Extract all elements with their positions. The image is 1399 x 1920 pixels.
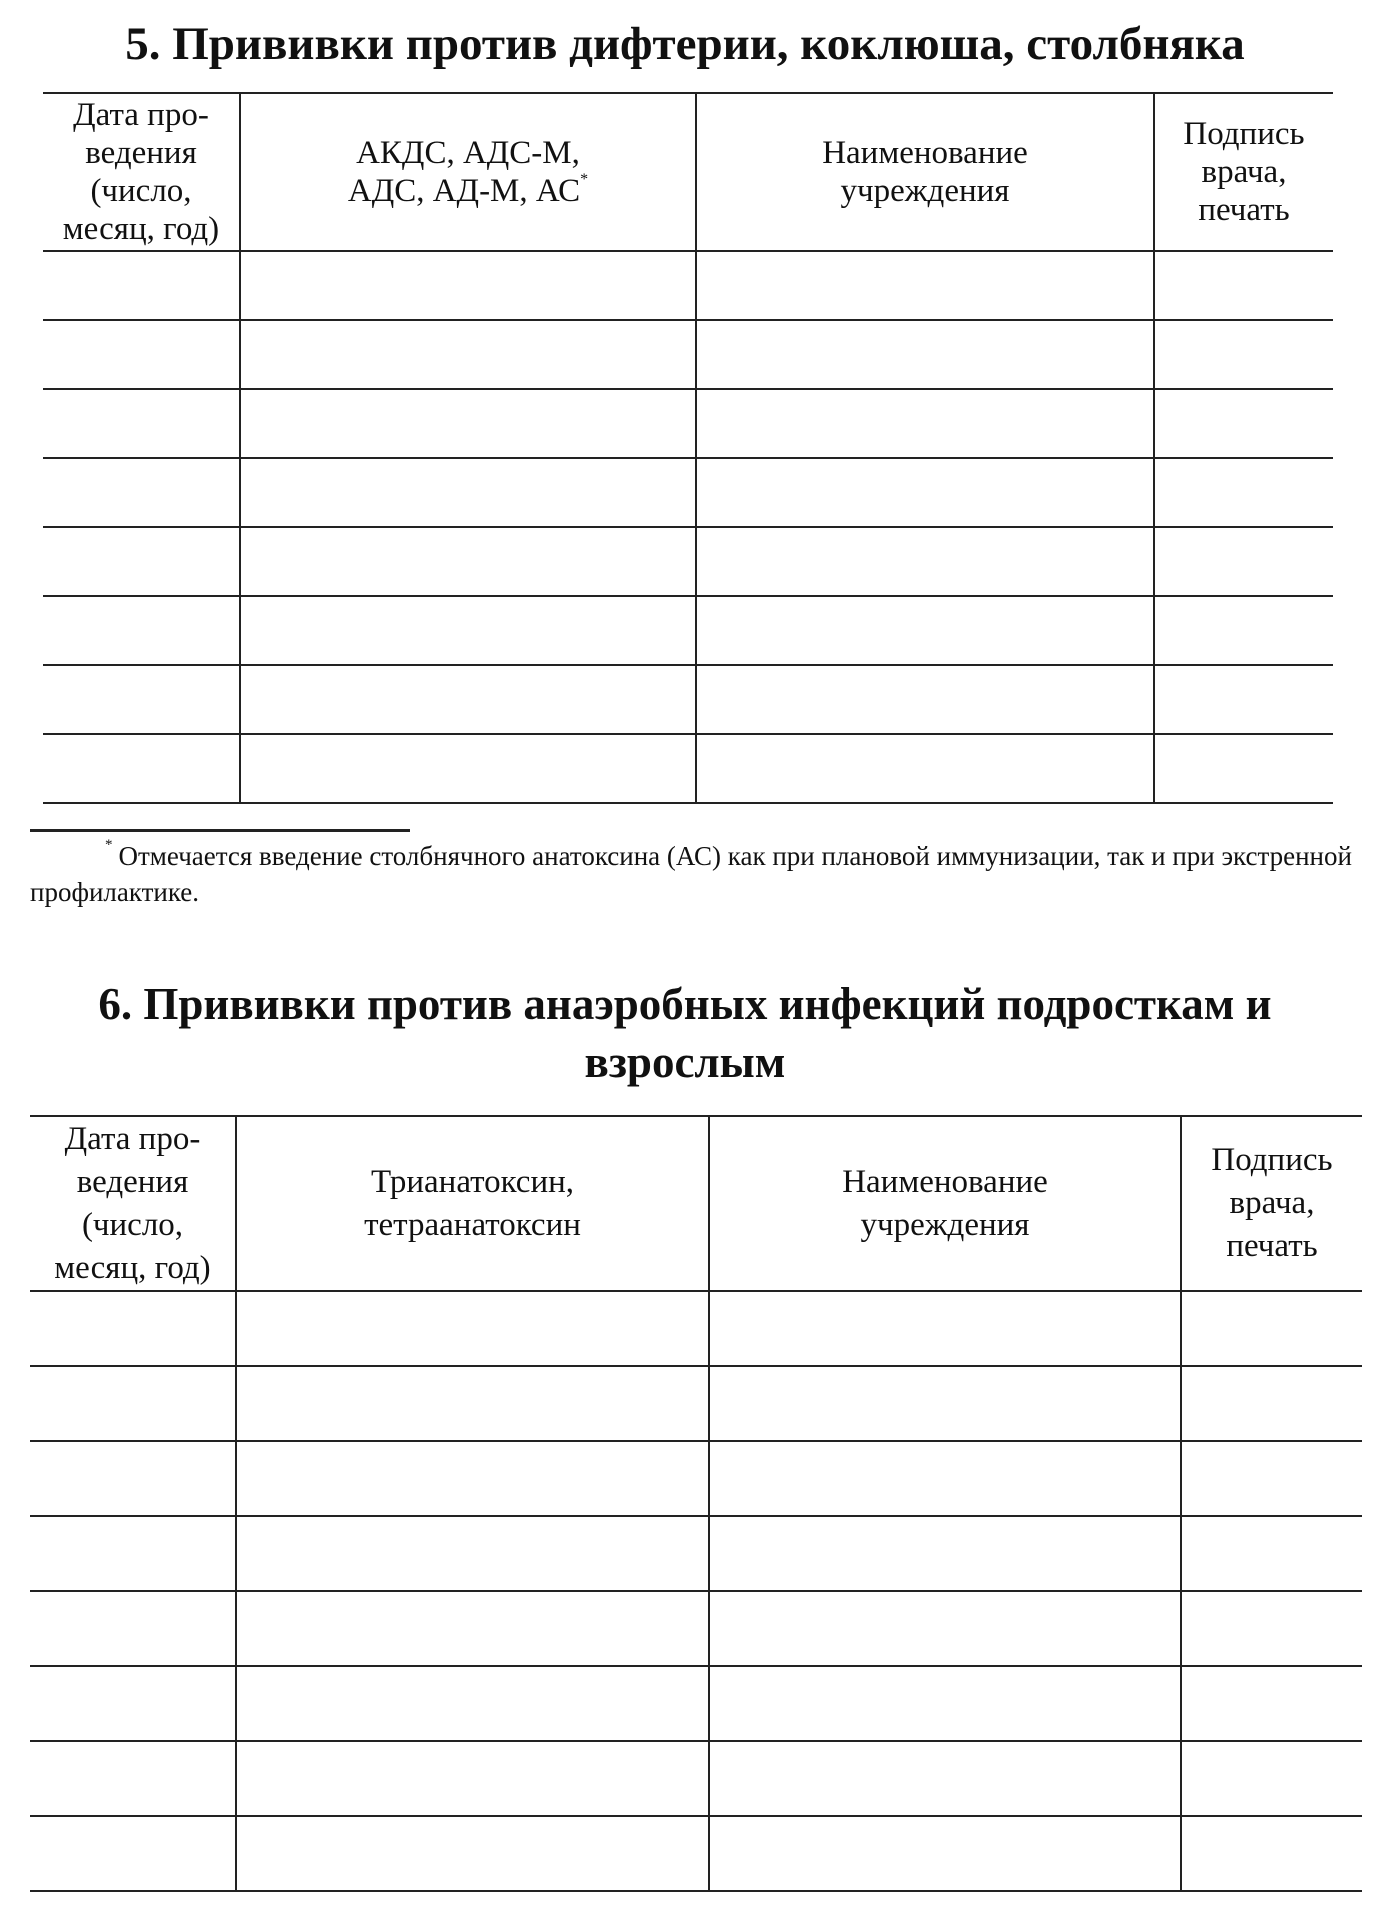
institution-cell[interactable]: [696, 320, 1154, 389]
signature-cell[interactable]: [1181, 1741, 1362, 1816]
institution-cell[interactable]: [709, 1516, 1181, 1591]
institution-cell[interactable]: [696, 527, 1154, 596]
date-cell[interactable]: [30, 1516, 236, 1591]
institution-cell[interactable]: [709, 1591, 1181, 1666]
table-row: [30, 1291, 1362, 1366]
table-row: [30, 1366, 1362, 1441]
date-cell[interactable]: [43, 458, 240, 527]
footnote: [30, 838, 1360, 910]
institution-cell[interactable]: [696, 665, 1154, 734]
vaccine-cell[interactable]: [236, 1816, 709, 1891]
date-cell[interactable]: [43, 251, 240, 320]
vaccine-cell[interactable]: [236, 1741, 709, 1816]
date-cell[interactable]: [30, 1291, 236, 1366]
signature-cell[interactable]: [1154, 251, 1333, 320]
vaccine-cell[interactable]: [236, 1366, 709, 1441]
date-cell[interactable]: [30, 1591, 236, 1666]
signature-cell[interactable]: [1154, 665, 1333, 734]
table-row: [43, 458, 1333, 527]
institution-cell[interactable]: [696, 251, 1154, 320]
table-row: [30, 1666, 1362, 1741]
signature-cell[interactable]: [1154, 458, 1333, 527]
table-row: [30, 1816, 1362, 1891]
institution-cell[interactable]: [696, 596, 1154, 665]
signature-cell[interactable]: [1154, 320, 1333, 389]
table-row: [30, 1441, 1362, 1516]
vaccine-cell[interactable]: [240, 458, 696, 527]
signature-cell[interactable]: [1181, 1291, 1362, 1366]
date-cell[interactable]: [43, 734, 240, 803]
footnote-reference: *: [580, 171, 589, 188]
date-cell[interactable]: [30, 1666, 236, 1741]
vaccine-cell[interactable]: [240, 527, 696, 596]
vaccine-cell[interactable]: [236, 1516, 709, 1591]
vaccine-cell[interactable]: [236, 1441, 709, 1516]
signature-cell[interactable]: [1181, 1366, 1362, 1441]
footnote-text: Отмечается введение столбнячного анатоксина (АС) как при плановой иммунизации, так и при экстренной профилактике.: [30, 841, 1352, 907]
table-row: [43, 527, 1333, 596]
table-header-row: [30, 1116, 1362, 1291]
signature-cell[interactable]: [1181, 1816, 1362, 1891]
date-column-header: Дата про- ведения (число, месяц, год): [43, 93, 240, 251]
table-row: [43, 596, 1333, 665]
institution-column-header: Наименование учреждения: [696, 93, 1154, 251]
institution-cell[interactable]: [709, 1666, 1181, 1741]
vaccine-column-header: Трианатоксин, тетраанатоксин: [236, 1116, 709, 1291]
date-cell[interactable]: [43, 596, 240, 665]
vaccine-column-label: АКДС, АДС-М, АДС, АД-М, АС: [347, 135, 581, 209]
institution-cell[interactable]: [696, 734, 1154, 803]
section-6-title: 6. Прививки против анаэробных инфекций подросткам и взрослым: [98, 979, 1272, 1087]
footnote-divider: [30, 829, 410, 832]
signature-cell[interactable]: [1181, 1516, 1362, 1591]
section-5-table: [43, 92, 1333, 804]
date-column-header: Дата про- ведения (число, месяц, год): [30, 1116, 236, 1291]
vaccine-cell[interactable]: [236, 1291, 709, 1366]
date-cell[interactable]: [30, 1366, 236, 1441]
institution-cell[interactable]: [696, 458, 1154, 527]
table-row: [30, 1591, 1362, 1666]
date-cell[interactable]: [43, 389, 240, 458]
vaccine-cell[interactable]: [240, 665, 696, 734]
vaccine-column-header: [240, 93, 696, 251]
table-row: [30, 1516, 1362, 1591]
vaccine-cell[interactable]: [240, 596, 696, 665]
vaccine-cell[interactable]: [240, 320, 696, 389]
institution-cell[interactable]: [709, 1366, 1181, 1441]
date-cell[interactable]: [43, 665, 240, 734]
table-row: [43, 734, 1333, 803]
signature-cell[interactable]: [1154, 734, 1333, 803]
vaccine-cell[interactable]: [236, 1591, 709, 1666]
date-cell[interactable]: [30, 1441, 236, 1516]
date-cell[interactable]: [30, 1816, 236, 1891]
vaccine-cell[interactable]: [240, 734, 696, 803]
vaccine-cell[interactable]: [240, 251, 696, 320]
institution-cell[interactable]: [709, 1741, 1181, 1816]
signature-cell[interactable]: [1181, 1666, 1362, 1741]
date-cell[interactable]: [43, 527, 240, 596]
signature-column-header: Подпись врача, печать: [1154, 93, 1333, 251]
table-row: [43, 320, 1333, 389]
signature-cell[interactable]: [1154, 527, 1333, 596]
section-6-table: [30, 1115, 1362, 1892]
institution-cell[interactable]: [709, 1441, 1181, 1516]
table-header-row: [43, 93, 1333, 251]
vaccine-cell[interactable]: [240, 389, 696, 458]
institution-cell[interactable]: [709, 1291, 1181, 1366]
table-row: [43, 665, 1333, 734]
table-row: [43, 389, 1333, 458]
signature-cell[interactable]: [1181, 1441, 1362, 1516]
signature-cell[interactable]: [1154, 389, 1333, 458]
signature-cell[interactable]: [1181, 1591, 1362, 1666]
institution-cell[interactable]: [709, 1816, 1181, 1891]
signature-cell[interactable]: [1154, 596, 1333, 665]
date-cell[interactable]: [30, 1741, 236, 1816]
institution-cell[interactable]: [696, 389, 1154, 458]
date-cell[interactable]: [43, 320, 240, 389]
table-row: [43, 251, 1333, 320]
vaccine-cell[interactable]: [236, 1666, 709, 1741]
section-5-title: 5. Прививки против дифтерии, коклюша, столбняка: [125, 18, 1245, 70]
table-row: [30, 1741, 1362, 1816]
institution-column-header: Наименование учреждения: [709, 1116, 1181, 1291]
signature-column-header: Подпись врача, печать: [1181, 1116, 1362, 1291]
footnote-mark: *: [105, 837, 113, 853]
